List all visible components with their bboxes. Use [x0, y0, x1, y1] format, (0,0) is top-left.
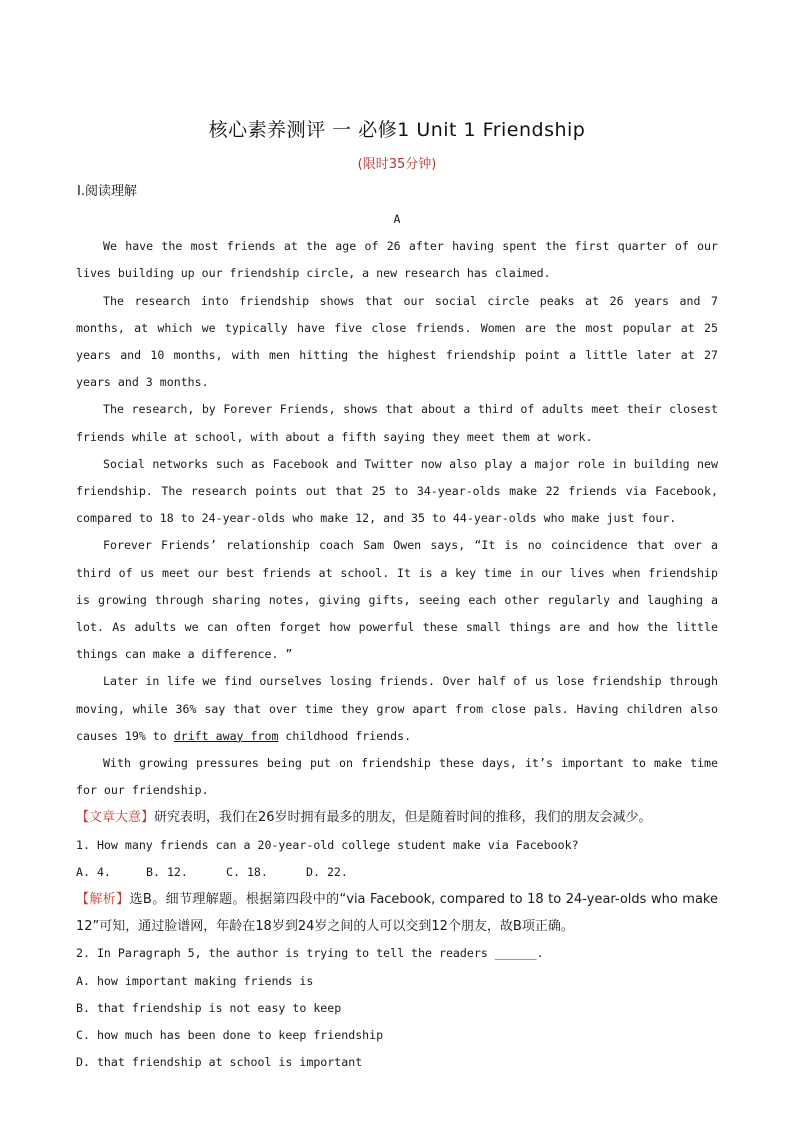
question-2-stem: 2. In Paragraph 5, the author is trying to tell the readers ______.: [76, 946, 544, 961]
analysis: [76, 886, 718, 940]
passage-letter: A: [393, 212, 401, 226]
question-2-option-a: A. how important making friends is: [76, 973, 314, 988]
summary-text: 研究表明，我们在26岁时拥有最多的朋友，但是随着时间的推移，我们的朋友会减少。: [154, 810, 652, 826]
question-2-option-c: C. how much has been done to keep friendship: [76, 1028, 384, 1043]
reading-passage: [76, 206, 718, 1077]
option-c: C. 18.: [226, 864, 268, 879]
paragraph-6: [76, 668, 718, 750]
analysis-text: 选B。细节理解题。根据第四段中的“via Facebook, compared to 18 to 24-year-olds who make 12”可知，通过脸谱网，年龄在18岁到24岁之间的人可以交到12个朋友，故B项正确。: [76, 892, 718, 935]
question-1-options: [76, 859, 718, 886]
underlined-phrase: drift away from: [173, 728, 279, 743]
paragraph-2: The research into friendship shows that our social circle peaks at 26 years and 7 months, at which we typically have five close friends. Women are the most popular at 25 years and 10 months, with men hitting the highest friendship point a little later at 27 years and 3 months.: [76, 293, 718, 390]
paragraph-3: The research, by Forever Friends, shows that about a third of adults meet their closest friends while at school, with about a fifth saying they meet them at work.: [76, 402, 718, 444]
option-d: D. 22.: [306, 864, 348, 879]
summary: [76, 804, 718, 831]
question-1-stem: 1. How many friends can a 20-year-old college student make via Facebook?: [76, 837, 579, 852]
page-title: 核心素养测评 一 必修1 Unit 1 Friendship: [208, 119, 586, 141]
paragraph-5: Forever Friends’ relationship coach Sam Owen says, “It is no coincidence that over a third of us meet our best friends at school. It is a key time in our lives when friendship is growing through sharing notes, giving gifts, seeing each other regularly and laughing a lot. As adults we can often forget how powerful these small things are and how the little things can make a difference. ”: [76, 538, 718, 662]
paragraph-7: With growing pressures being put on friendship these days, it’s important to make time for our friendship.: [76, 756, 718, 798]
question-2-option-b: B. that friendship is not easy to keep: [76, 1000, 342, 1015]
question-2-option-d: D. that friendship at school is important: [76, 1055, 363, 1070]
section-heading: Ⅰ.阅读理解: [77, 184, 137, 199]
paragraph-4: Social networks such as Facebook and Twitter now also play a major role in building new friendship. The research points out that 25 to 34-year-olds make 22 friends via Facebook, compared to 18 to 24-year-olds who make 12, and 35 to 44-year-olds who make just four.: [76, 456, 718, 526]
paragraph-6-text-b: childhood friends.: [278, 728, 412, 743]
summary-tag: 【文章大意】: [76, 810, 155, 826]
analysis-tag: 【解析】: [76, 892, 130, 908]
paragraph-6-text-a: Later in life we find ourselves losing friends. Over half of us lose friendship through moving, while 36% say that over time they grow apart from close pals. Having children also causes 19% to: [76, 674, 718, 743]
option-a: A. 4.: [76, 864, 111, 879]
time-limit-note: (限时35分钟): [357, 157, 437, 172]
option-b: B. 12.: [146, 864, 188, 879]
paragraph-1: We have the most friends at the age of 26 after having spent the first quarter of our lives building up our friendship circle, a new research has claimed.: [76, 239, 718, 281]
